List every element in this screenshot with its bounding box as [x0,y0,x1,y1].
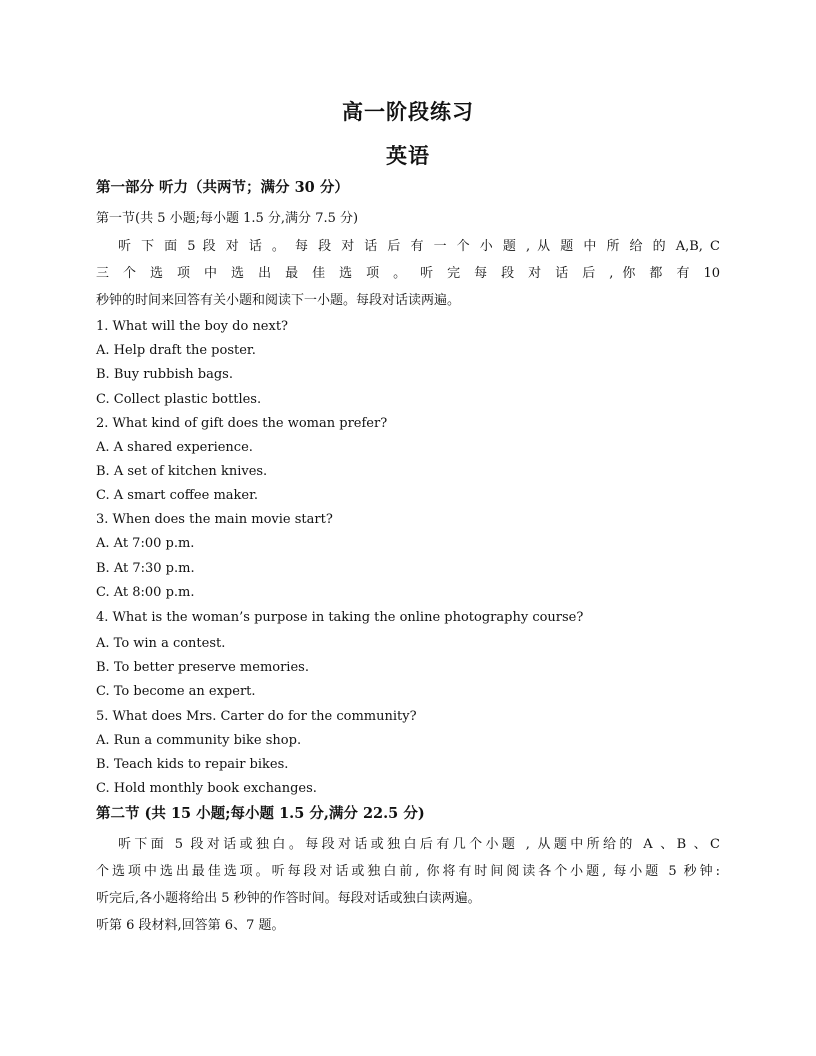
subject-title: 英语 [386,143,430,168]
question-option: B. A set of kitchen knives. [96,464,268,479]
question-stem: 2. What kind of gift does the woman prefer? [96,416,388,431]
question-option: A. To win a contest. [96,636,226,651]
question-option: B. Buy rubbish bags. [96,367,233,382]
question-option: B. Teach kids to repair bikes. [96,757,289,772]
question-option: A. Help draft the poster. [96,343,256,358]
question-option: A. At 7:00 p.m. [96,536,195,551]
page-title: 高一阶段练习 [342,99,474,124]
question-stem: 1. What will the boy do next? [96,319,289,334]
section1-instruction-line: 三 个 选 项 中 选 出 最 佳 选 项 。 听 完 每 段 对 话 后 , 你 都 有 10 [96,266,720,281]
question-option: B. To better preserve memories. [96,660,309,675]
question-option: B. At 7:30 p.m. [96,561,195,576]
section1-instruction-line: 听 下 面 5 段 对 话 。 每 段 对 话 后 有 一 个 小 题 , 从 题 中 所 给 的 A,B, C [118,239,720,254]
section2-instruction-line: 听完后,各小题将给出 5 秒钟的作答时间。每段对话或独白读两遍。 [96,891,481,906]
question-option: C. At 8:00 p.m. [96,585,195,600]
question-option: C. Hold monthly book exchanges. [96,781,317,796]
question-option: A. A shared experience. [96,440,253,455]
question-option: C. To become an expert. [96,684,256,699]
question-option: C. A smart coffee maker. [96,488,259,503]
question-option: C. Collect plastic bottles. [96,392,262,407]
question-stem: 4. What is the woman’s purpose in taking the online photography course? [96,610,584,625]
section2-instruction-line: 个选项中选出最佳选项。听每段对话或独白前, 你将有时间阅读各个小题, 每小题 5 秒钟: [96,864,720,879]
question-option: A. Run a community bike shop. [96,733,302,748]
section1-instruction-line: 秒钟的时间来回答有关小题和阅读下一小题。每段对话读两遍。 [96,293,461,308]
section2-prompt: 听第 6 段材料,回答第 6、7 题。 [96,918,285,933]
question-stem: 3. When does the main movie start? [96,512,333,527]
question-stem: 5. What does Mrs. Carter do for the community? [96,709,417,724]
part1-heading: 第一部分 听力（共两节；满分 30 分） [96,179,349,196]
section1-heading: 第一节(共 5 小题;每小题 1.5 分,满分 7.5 分) [96,211,359,226]
section2-instruction-line: 听下面 5 段对话或独白。每段对话或独白后有几个小题 , 从题中所给的 A 、B 、C [118,837,720,852]
section2-heading: 第二节 (共 15 小题;每小题 1.5 分,满分 22.5 分) [96,805,425,822]
